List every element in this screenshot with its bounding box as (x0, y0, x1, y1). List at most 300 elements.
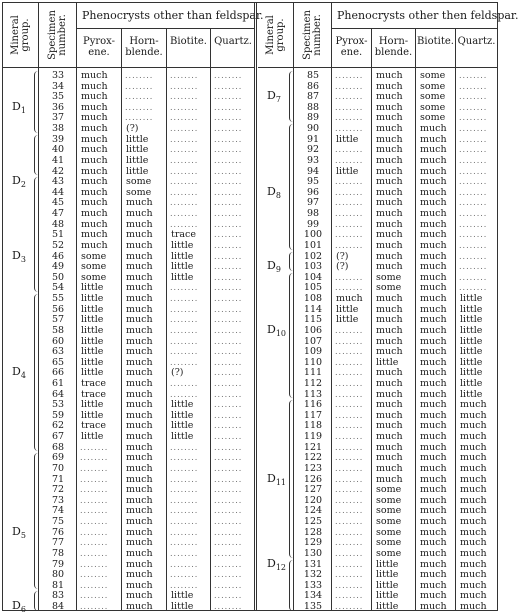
biotite-cell: much (420, 356, 447, 368)
empty-cell: ........ (214, 71, 243, 80)
empty-cell: ........ (335, 580, 364, 590)
table-row (3, 208, 255, 219)
empty-cell: ........ (335, 548, 364, 558)
empty-cell: ........ (125, 71, 154, 80)
empty-cell: ........ (335, 527, 364, 537)
empty-cell: ........ (170, 134, 199, 144)
empty-cell: ........ (170, 187, 199, 197)
biotite-cell: much (420, 229, 447, 241)
hornblende-cell: much (126, 537, 153, 549)
table-row (3, 155, 255, 166)
specimen-number-cell: 76 (51, 526, 65, 538)
specimen-number-cell: 94 (306, 165, 320, 177)
pyroxene-cell: little (81, 314, 104, 326)
quartz-cell: much (460, 473, 487, 485)
pyroxene-cell: some (81, 250, 107, 262)
specimen-number-cell: 68 (51, 441, 65, 453)
quartz-cell: much (460, 399, 487, 411)
hornblende-cell: much (126, 409, 153, 421)
hornblende-cell: much (376, 208, 403, 220)
biotite-cell: little (171, 431, 194, 443)
table-row (258, 272, 497, 283)
table-row (3, 548, 255, 559)
hornblende-header (122, 29, 167, 67)
quartz-cell: little (460, 367, 483, 379)
specimen-number-header (294, 3, 332, 67)
quartz-cell: much (460, 579, 487, 591)
specimen-number-cell: 127 (303, 484, 323, 496)
hornblende-cell: much (376, 80, 403, 92)
table-row (3, 601, 255, 615)
biotite-cell: little (171, 409, 194, 421)
table-row (3, 378, 255, 389)
quartz-cell: little (460, 303, 483, 315)
quartz-cell: much (460, 409, 487, 421)
mineral-group-subscript: 12 (275, 562, 287, 572)
empty-cell: ........ (214, 453, 243, 463)
biotite-cell: much (420, 271, 447, 283)
table-row (3, 229, 255, 240)
pyroxene-cell: much (81, 133, 108, 145)
table-row (258, 420, 497, 431)
hornblende-cell: much (376, 420, 403, 432)
right-table (258, 3, 518, 612)
empty-cell: ........ (335, 272, 364, 282)
empty-cell: ........ (170, 336, 199, 346)
biotite-cell: much (420, 590, 447, 602)
empty-cell: ........ (459, 262, 488, 272)
empty-cell: ........ (214, 272, 243, 282)
table-row (258, 590, 497, 601)
empty-cell: ........ (459, 272, 488, 282)
hornblende-cell: some (126, 186, 152, 198)
empty-cell: ........ (170, 166, 199, 176)
biotite-cell: much (420, 346, 447, 358)
empty-cell: ........ (459, 187, 488, 197)
group-brace (34, 294, 38, 451)
table-row (3, 123, 255, 134)
group-brace (34, 135, 38, 175)
empty-cell: ........ (335, 421, 364, 431)
table-row (3, 219, 255, 230)
specimen-number-cell: 135 (303, 601, 323, 612)
group-brace (34, 591, 38, 610)
empty-cell: ........ (214, 219, 243, 229)
table-row (258, 240, 497, 251)
table-row (258, 471, 497, 485)
biotite-cell: much (420, 484, 447, 496)
empty-cell: ........ (335, 92, 364, 102)
specimen-number-cell: 131 (303, 558, 323, 570)
pyroxene-cell: (?) (336, 261, 349, 273)
empty-cell: ........ (459, 81, 488, 91)
pyroxene-header-line2: ene. (88, 47, 110, 58)
biotite-cell: much (420, 388, 447, 400)
group-brace (289, 400, 293, 557)
biotite-cell: little (171, 239, 194, 251)
empty-cell: ........ (459, 102, 488, 112)
empty-cell: ........ (170, 177, 199, 187)
empty-cell: ........ (170, 559, 199, 569)
biotite-cell: much (420, 144, 447, 156)
mineral-group-letter: D (267, 259, 276, 273)
empty-cell: ........ (170, 315, 199, 325)
specimen-number-cell: 37 (51, 112, 65, 124)
empty-cell: ........ (214, 294, 243, 304)
specimen-number-cell: 98 (306, 208, 320, 220)
empty-cell: ........ (170, 102, 199, 112)
hornblende-cell: little (376, 590, 399, 602)
table-row (258, 184, 497, 198)
biotite-cell: much (420, 494, 447, 506)
specimen-number-cell: 60 (51, 335, 65, 347)
specimen-number-cell: 121 (303, 441, 323, 453)
biotite-header (416, 29, 456, 67)
table-row (3, 367, 255, 378)
mineral-group-header (3, 3, 39, 67)
empty-cell: ........ (459, 177, 488, 187)
empty-cell: ........ (459, 113, 488, 123)
hornblende-cell: much (126, 314, 153, 326)
mineral-group-letter: D (12, 99, 21, 113)
table-row (3, 410, 255, 421)
empty-cell: ........ (214, 166, 243, 176)
empty-cell: ........ (459, 283, 488, 293)
hornblende-cell: much (376, 70, 403, 81)
specimen-number-cell: 129 (303, 537, 323, 549)
hornblende-cell: much (376, 441, 403, 453)
empty-cell: ........ (170, 517, 199, 527)
biotite-cell: much (420, 154, 447, 166)
mineral-group-subscript: 11 (275, 477, 287, 487)
specimen-number-cell: 33 (51, 70, 65, 81)
specimen-number-cell: 128 (303, 526, 323, 538)
specimen-number-cell: 84 (51, 601, 65, 612)
biotite-cell: some (420, 101, 446, 113)
table-row (258, 346, 497, 357)
empty-cell: ........ (80, 463, 109, 473)
empty-cell: ........ (214, 432, 243, 442)
biotite-cell: much (420, 176, 447, 188)
hornblende-cell: much (376, 186, 403, 198)
pyroxene-cell: little (81, 324, 104, 336)
biotite-cell: little (171, 601, 194, 612)
table-row (258, 144, 497, 155)
empty-cell: ........ (80, 538, 109, 548)
quartz-cell: much (460, 462, 487, 474)
specimen-number-cell: 85 (306, 70, 320, 81)
empty-cell: ........ (170, 124, 199, 134)
empty-cell: ........ (170, 198, 199, 208)
biotite-cell: much (420, 441, 447, 453)
mineral-group-letter: D (12, 365, 21, 379)
left-table (3, 3, 264, 615)
pyroxene-cell: little (81, 282, 104, 294)
pyroxene-cell: little (336, 165, 359, 177)
pyroxene-header (77, 29, 122, 67)
table-row (258, 463, 497, 474)
mineral-group-letter: D (12, 248, 21, 262)
hornblende-cell: much (376, 473, 403, 485)
specimen-number-cell: 124 (303, 505, 323, 517)
group-brace (34, 453, 38, 589)
specimen-number-cell: 58 (51, 324, 65, 336)
specimen-number-cell: 64 (51, 388, 65, 400)
biotite-cell: much (420, 377, 447, 389)
quartz-cell: much (460, 441, 487, 453)
hornblende-cell: much (126, 229, 153, 241)
hornblende-cell: much (126, 579, 153, 591)
empty-cell: ........ (170, 283, 199, 293)
mineral-group-letter: D (267, 556, 276, 570)
table-row (3, 389, 255, 400)
empty-cell: ........ (335, 368, 364, 378)
hornblende-cell: much (126, 335, 153, 347)
table-row (258, 251, 497, 262)
table-row (258, 516, 497, 527)
empty-cell: ........ (335, 177, 364, 187)
empty-cell: ........ (335, 187, 364, 197)
specimen-number-cell: 41 (51, 154, 65, 166)
empty-cell: ........ (459, 134, 488, 144)
specimen-number-cell: 75 (51, 516, 65, 528)
empty-cell: ........ (459, 155, 488, 165)
specimen-number-cell: 65 (51, 356, 65, 368)
pyroxene-cell: much (81, 101, 108, 113)
specimen-number-cell: 125 (303, 516, 323, 528)
empty-cell: ........ (170, 570, 199, 580)
table-row (3, 357, 255, 368)
biotite-cell: much (420, 186, 447, 198)
mineral-group-subscript: 6 (20, 605, 26, 615)
specimen-number-cell: 83 (51, 590, 65, 602)
hornblende-cell: much (376, 165, 403, 177)
empty-cell: ........ (214, 262, 243, 272)
empty-cell: ........ (214, 485, 243, 495)
hornblende-cell: little (126, 154, 149, 166)
empty-cell: ........ (335, 219, 364, 229)
empty-cell: ........ (214, 538, 243, 548)
hornblende-cell: much (376, 176, 403, 188)
empty-cell: ........ (335, 102, 364, 112)
specimen-number-cell: 87 (306, 91, 320, 103)
specimen-number-cell: 122 (303, 452, 323, 464)
table-row (3, 569, 255, 580)
hornblende-cell: much (376, 154, 403, 166)
biotite-cell: much (420, 516, 447, 528)
pyroxene-cell: much (81, 197, 108, 209)
specimen-number-cell: 71 (51, 473, 65, 485)
specimen-number-cell: 86 (306, 80, 320, 92)
pyroxene-cell: (?) (336, 250, 349, 262)
empty-cell: ........ (335, 474, 364, 484)
table-row (258, 293, 497, 304)
hornblende-cell: some (376, 494, 402, 506)
group-brace (289, 560, 293, 611)
quartz-cell: much (460, 431, 487, 443)
empty-cell: ........ (335, 336, 364, 346)
specimen-number-cell: 97 (306, 197, 320, 209)
empty-cell: ........ (170, 294, 199, 304)
group-brace (34, 177, 38, 292)
empty-cell: ........ (214, 389, 243, 399)
table-row (3, 580, 255, 591)
table-row (3, 240, 255, 251)
biotite-cell: much (420, 537, 447, 549)
specimen-number-cell: 104 (303, 271, 323, 283)
table-row (3, 166, 255, 177)
table-row (258, 569, 497, 580)
specimen-number-cell: 107 (303, 335, 323, 347)
empty-cell: ........ (459, 240, 488, 250)
hornblende-cell: much (376, 367, 403, 379)
table-row (258, 601, 497, 612)
empty-cell: ........ (335, 113, 364, 123)
biotite-cell: little (171, 399, 194, 411)
hornblende-cell: much (126, 271, 153, 283)
table-row (258, 378, 497, 389)
table-row (3, 452, 255, 463)
quartz-cell: much (460, 601, 487, 612)
specimen-number-cell: 34 (51, 80, 65, 92)
empty-cell: ........ (170, 506, 199, 516)
empty-cell: ........ (335, 283, 364, 293)
specimen-number-cell: 45 (51, 197, 65, 209)
biotite-header-label: Biotite. (417, 36, 454, 47)
hornblende-cell: much (376, 91, 403, 103)
hornblende-cell: much (376, 399, 403, 411)
specimen-number-header-line1: Specimen (301, 10, 313, 60)
table-row (258, 537, 497, 548)
pyroxene-cell: much (81, 123, 108, 135)
hornblende-cell: much (126, 505, 153, 517)
empty-cell: ........ (214, 145, 243, 155)
specimen-number-cell: 115 (303, 314, 323, 326)
empty-cell: ........ (214, 474, 243, 484)
empty-cell: ........ (335, 389, 364, 399)
hornblende-cell: much (376, 293, 403, 305)
empty-cell: ........ (170, 92, 199, 102)
hornblende-cell: much (376, 112, 403, 124)
hornblende-cell: much (126, 547, 153, 559)
table-row (258, 123, 497, 134)
hornblende-cell: much (126, 452, 153, 464)
biotite-cell: little (171, 261, 194, 273)
biotite-cell: trace (171, 229, 196, 241)
hornblende-cell: much (376, 388, 403, 400)
empty-cell: ........ (335, 453, 364, 463)
table-row (258, 102, 497, 113)
mineral-group-label (12, 249, 26, 264)
table-row (258, 91, 497, 105)
pyroxene-cell: much (81, 218, 108, 230)
specimen-number-cell: 118 (303, 420, 323, 432)
empty-cell: ........ (214, 113, 243, 123)
pyroxene-cell: much (336, 293, 363, 305)
empty-cell: ........ (335, 357, 364, 367)
hornblende-cell: much (376, 123, 403, 135)
empty-cell: ........ (214, 463, 243, 473)
table-row (258, 527, 497, 538)
table-row (3, 505, 255, 516)
table-row (258, 81, 497, 92)
mineral-group-subscript: 10 (275, 329, 287, 339)
mineral-group-letter: D (267, 471, 276, 485)
empty-cell: ........ (335, 145, 364, 155)
biotite-cell: some (420, 70, 446, 81)
specimen-number-cell: 39 (51, 133, 65, 145)
pyroxene-cell: some (81, 261, 107, 273)
empty-cell: ........ (335, 591, 364, 601)
empty-cell: ........ (214, 527, 243, 537)
hornblende-cell: much (376, 144, 403, 156)
hornblende-cell: some (376, 547, 402, 559)
hornblende-header-line2: blende. (125, 47, 163, 58)
hornblende-cell: little (126, 133, 149, 145)
hornblende-cell: much (126, 293, 153, 305)
mineral-group-header-line1: Mineral (264, 15, 276, 55)
specimen-number-cell: 117 (303, 409, 323, 421)
mineral-group-subscript: 9 (275, 265, 281, 275)
empty-cell: ........ (214, 209, 243, 219)
empty-cell: ........ (170, 155, 199, 165)
mineral-group-label (267, 472, 286, 487)
quartz-cell: much (460, 547, 487, 559)
hornblende-cell: little (376, 601, 399, 612)
specimen-number-cell: 61 (51, 377, 65, 389)
biotite-cell: little (171, 420, 194, 432)
table-row (258, 389, 497, 400)
pyroxene-cell: some (81, 271, 107, 283)
pyroxene-cell: little (336, 303, 359, 315)
hornblende-cell: much (126, 473, 153, 485)
quartz-header-label: Quartz. (457, 36, 496, 47)
specimen-number-cell: 59 (51, 409, 65, 421)
mineral-group-letter: D (12, 174, 21, 188)
specimen-number-cell: 132 (303, 569, 323, 581)
specimen-number-cell: 77 (51, 537, 65, 549)
pyroxene-cell: little (81, 346, 104, 358)
empty-cell: ........ (459, 166, 488, 176)
pyroxene-cell: much (81, 186, 108, 198)
hornblende-cell: (?) (126, 123, 139, 135)
biotite-cell: much (420, 197, 447, 209)
empty-cell: ........ (170, 538, 199, 548)
empty-cell: ........ (80, 442, 109, 452)
biotite-cell: much (420, 293, 447, 305)
empty-cell: ........ (459, 198, 488, 208)
empty-cell: ........ (214, 124, 243, 134)
pyroxene-cell: little (81, 399, 104, 411)
empty-cell: ........ (214, 81, 243, 91)
biotite-cell: much (420, 526, 447, 538)
biotite-cell: (?) (171, 367, 184, 379)
hornblende-cell: some (376, 282, 402, 294)
specimen-number-cell: 102 (303, 250, 323, 262)
table-row (258, 176, 497, 187)
group-brace (34, 71, 38, 133)
hornblende-cell: much (126, 388, 153, 400)
biotite-cell: much (420, 250, 447, 262)
hornblende-cell: much (126, 303, 153, 315)
hornblende-cell: much (376, 229, 403, 241)
empty-cell: ........ (214, 325, 243, 335)
empty-cell: ........ (214, 92, 243, 102)
specimen-number-header-line1: Specimen (46, 10, 58, 60)
quartz-cell: much (460, 590, 487, 602)
hornblende-cell: much (126, 367, 153, 379)
table-row (258, 367, 497, 378)
